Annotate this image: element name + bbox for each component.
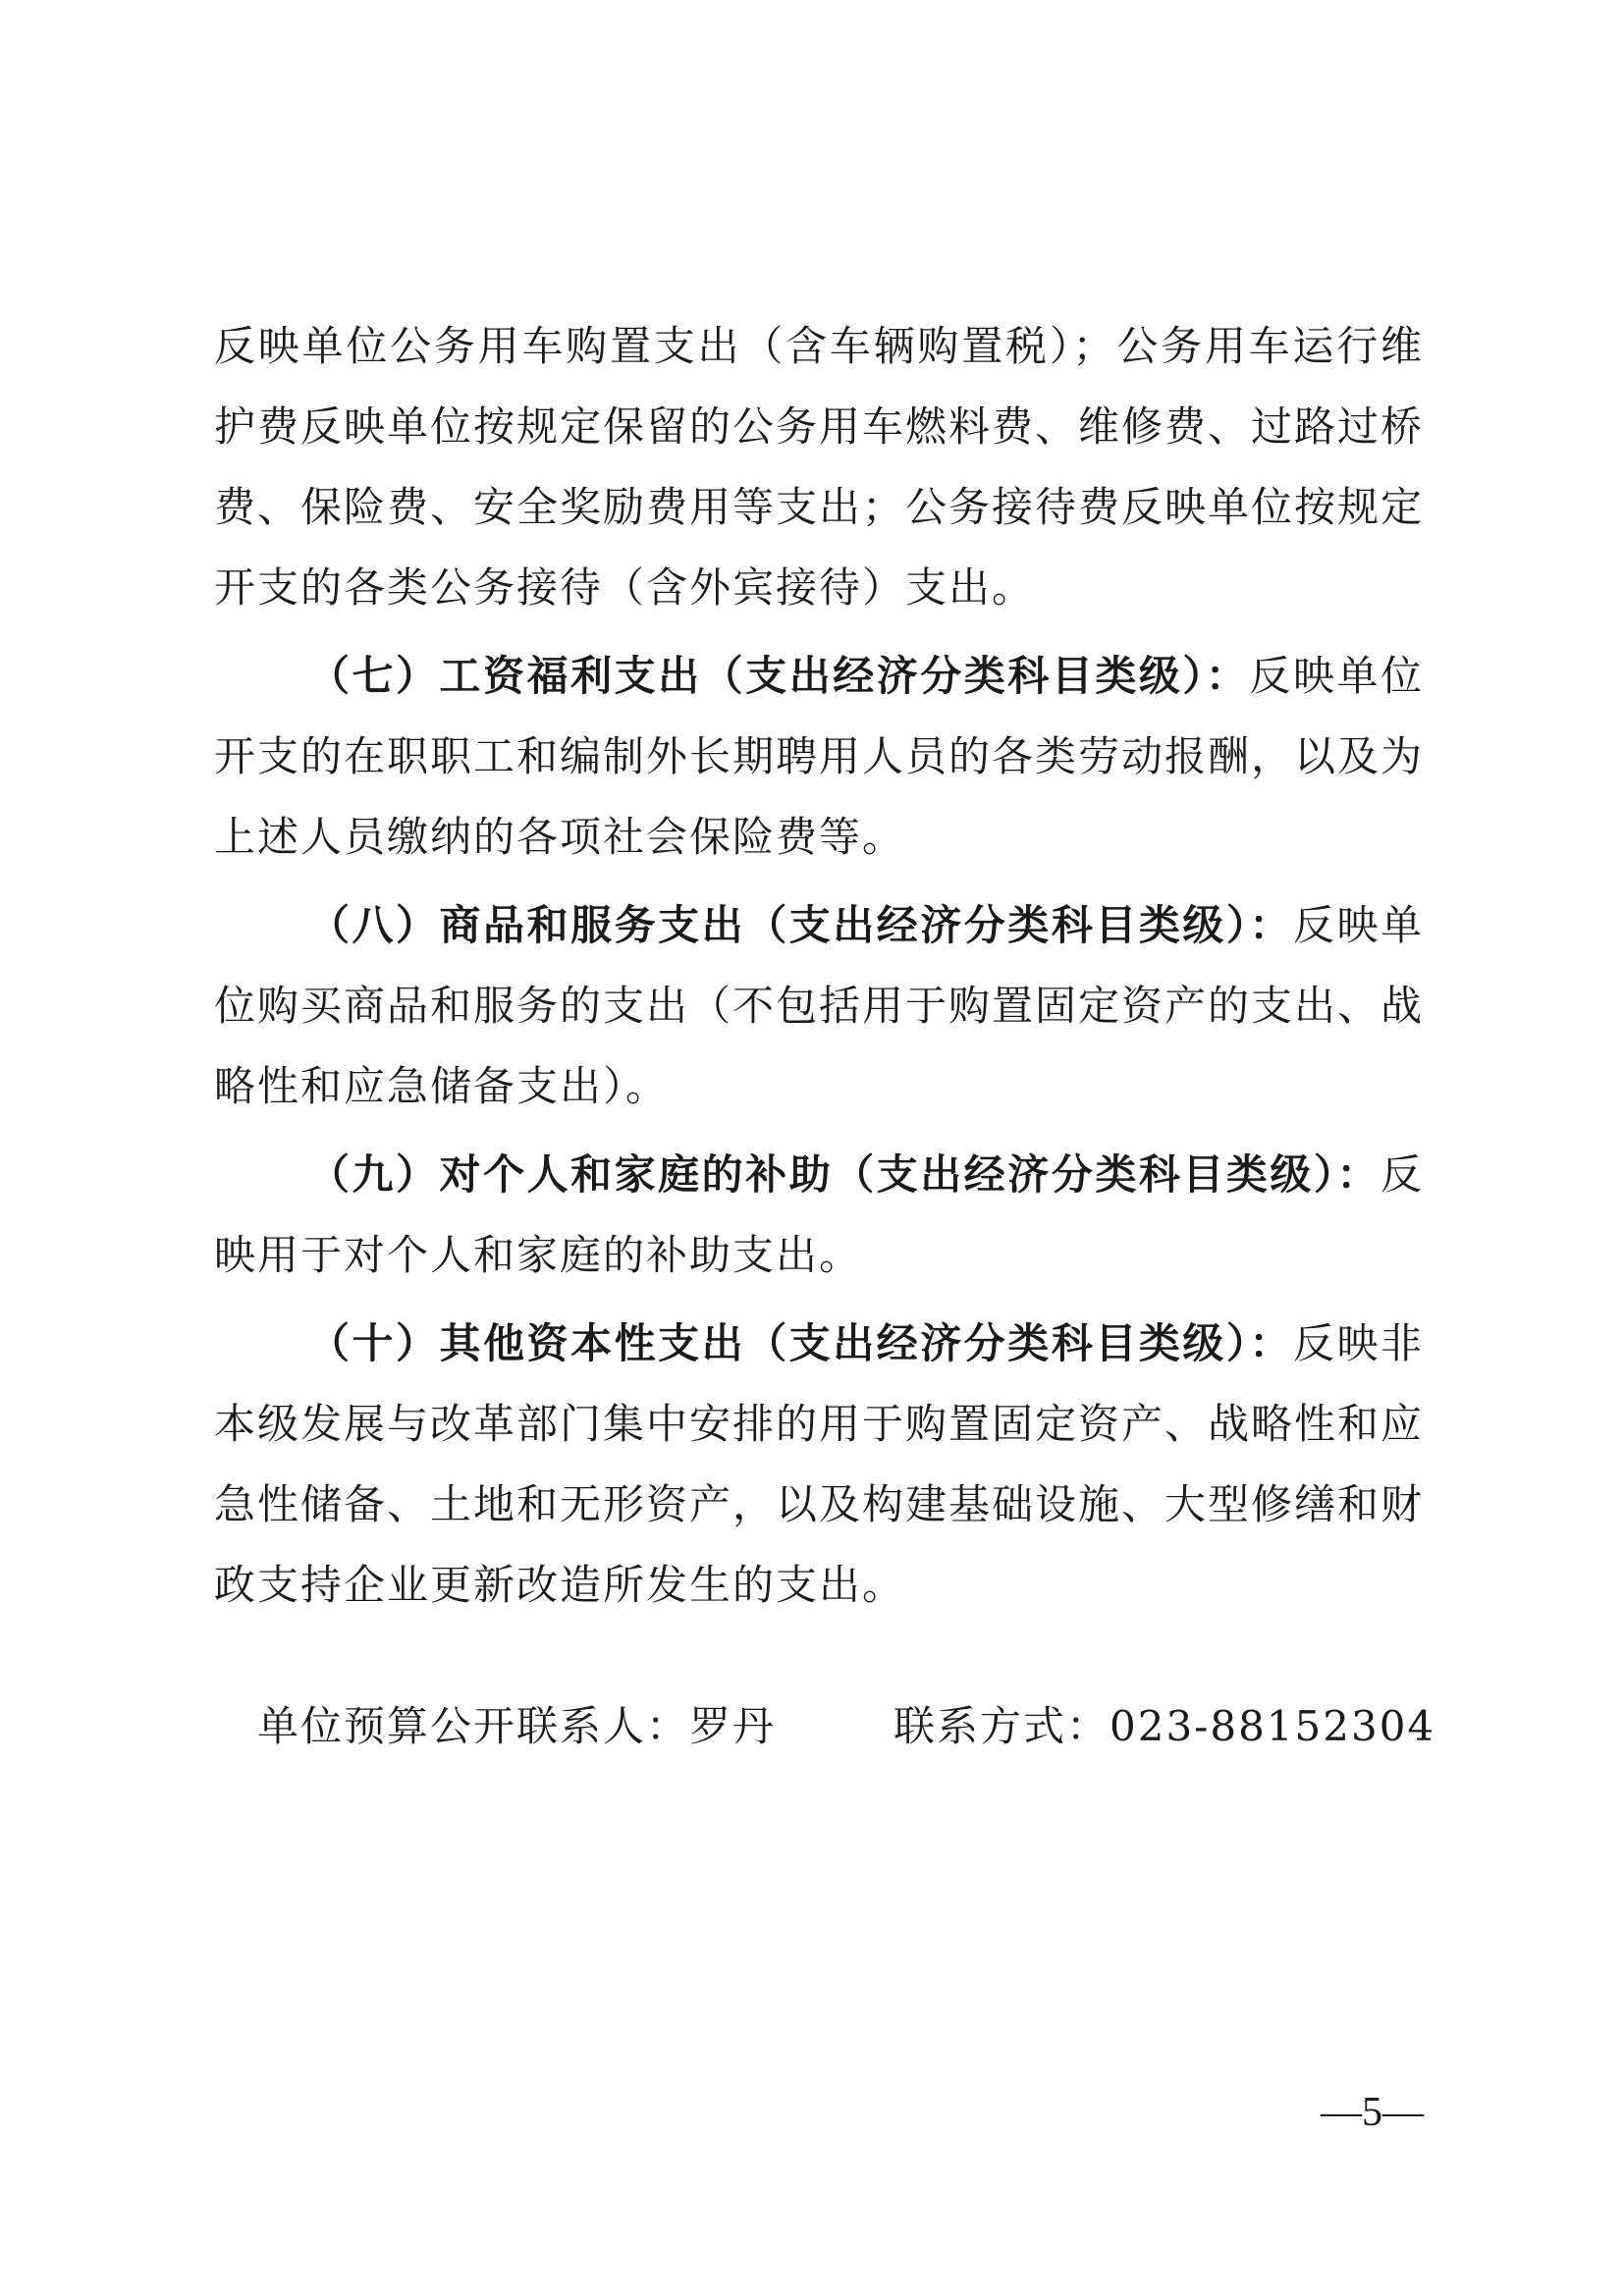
- paragraph-household-subsidy: [214, 1135, 1424, 1296]
- paragraph-text: 反映单位公务用车购置支出（含车辆购置税）；公务用车运行维护费反映单位按规定保留的公务用车燃料费、维修费、过路过桥费、保险费、安全奖励费用等支出；公务接待费反映单位按规定开支的各类公务接待（含外宾接待）支出。: [214, 322, 1425, 612]
- page-number: —5—: [1321, 2090, 1424, 2135]
- paragraph-text: 反映单位购买商品和服务的支出（不包括用于购置固定资产的支出、战略性和应急储备支出）。: [214, 901, 1425, 1110]
- paragraph-goods-services: [214, 885, 1424, 1127]
- paragraph-text: 反映非本级发展与改革部门集中安排的用于购置固定资产、战略性和应急性储备、土地和无形资产，以及构建基础设施、大型修缮和财政支持企业更新改造所发生的支出。: [214, 1319, 1425, 1609]
- paragraph-wage-welfare: [214, 636, 1424, 878]
- paragraph-other-capital: [214, 1304, 1424, 1626]
- contact-person: 单位预算公开联系人：罗丹: [257, 1702, 777, 1750]
- contact-method: 联系方式：023-88152304: [893, 1702, 1436, 1750]
- paragraph-heading: （十）其他资本性支出（支出经济分类科目类级）：: [308, 1319, 1293, 1367]
- contact-line: [257, 1694, 1435, 1753]
- paragraph-continuation: [214, 306, 1424, 628]
- paragraph-heading: （九）对个人和家庭的补助（支出经济分类科目类级）：: [308, 1150, 1380, 1199]
- paragraph-heading: （八）商品和服务支出（支出经济分类科目类级）：: [308, 901, 1293, 949]
- body-text: [214, 306, 1424, 1633]
- paragraph-text: 反映用于对个人和家庭的补助支出。: [214, 1150, 1424, 1279]
- paragraph-heading: （七）工资福利支出（支出经济分类科目类级）：: [308, 652, 1250, 700]
- paragraph-text: 反映单位开支的在职职工和编制外长期聘用人员的各类劳动报酬，以及为上述人员缴纳的各项社会保险费等。: [214, 652, 1425, 861]
